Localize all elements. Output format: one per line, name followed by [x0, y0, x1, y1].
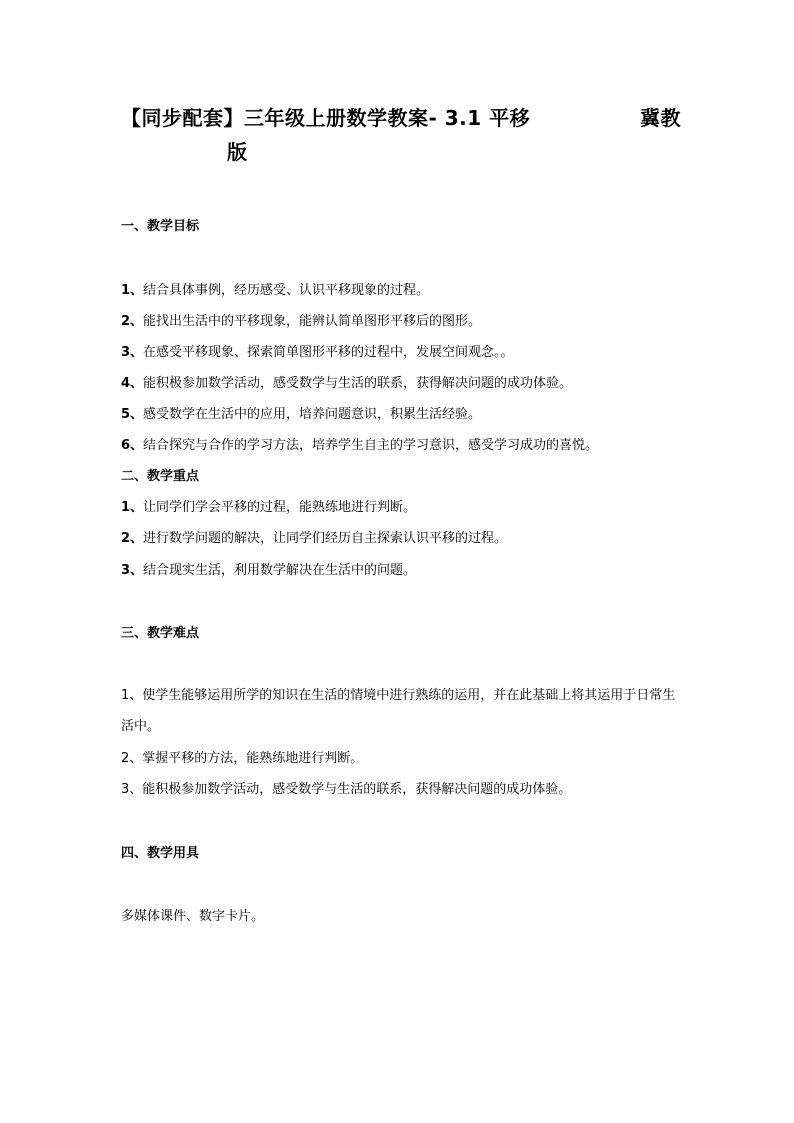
item-number: 1、 — [121, 500, 144, 515]
item-text: 进行数学问题的解决，让同学们经历自主探索认识平移的过程。 — [143, 531, 508, 546]
item-text: 掌握平移的方法，能熟练地进行判断。 — [142, 751, 364, 766]
teaching-tools-text: 多媒体课件、数字卡片。 — [121, 909, 265, 924]
item-text: 结合探究与合作的学习方法，培养学生自主的学习意识，感受学习成功的喜悦。 — [143, 438, 599, 453]
item-text: 让同学们学会平移的过程，能熟练地进行判断。 — [143, 500, 417, 515]
item-text: 使学生能够运用所学的知识在生活的情境中进行熟练的运用，并在此基础上将其运用于日常生活中。 — [121, 688, 676, 734]
list-item — [121, 750, 363, 768]
section-heading-objectives: 一、教学目标 — [121, 219, 200, 234]
title-continuation: 版 — [227, 140, 248, 164]
item-text: 感受数学在生活中的应用，培养问题意识，积累生活经验。 — [143, 407, 482, 422]
list-item — [121, 499, 416, 517]
item-number: 1、 — [121, 283, 144, 298]
list-item — [121, 680, 677, 742]
section-heading-key-points: 二、教学重点 — [121, 469, 200, 484]
item-number: 5、 — [121, 407, 144, 422]
list-item — [121, 530, 507, 548]
list-item — [121, 313, 481, 331]
section-heading-difficulties: 三、教学难点 — [121, 626, 200, 641]
item-number: 3、 — [121, 782, 143, 797]
item-number: 2、 — [121, 751, 143, 766]
item-number: 6、 — [121, 438, 144, 453]
item-number: 3、 — [121, 345, 144, 360]
list-item — [121, 781, 571, 799]
item-text: 结合具体事例，经历感受、认识平移现象的过程。 — [143, 283, 430, 298]
list-item — [121, 562, 416, 580]
item-text: 能积极参加数学活动，感受数学与生活的联系，获得解决问题的成功体验。 — [142, 782, 572, 797]
section-heading-teaching-tools: 四、教学用具 — [121, 846, 200, 861]
list-item — [121, 344, 514, 362]
item-number: 1、 — [121, 688, 143, 703]
item-text: 结合现实生活，利用数学解决在生活中的问题。 — [143, 563, 417, 578]
item-number: 4、 — [121, 376, 144, 391]
document-title — [121, 101, 681, 169]
item-number: 2、 — [121, 531, 144, 546]
list-item — [121, 406, 481, 424]
list-item — [121, 437, 598, 455]
list-item — [121, 375, 572, 393]
item-number: 3、 — [121, 563, 144, 578]
item-text: 在感受平移现象、探索简单图形平移的过程中，发展空间观念。。 — [143, 345, 514, 360]
item-number: 2、 — [121, 314, 144, 329]
title-publisher: 冀教 — [640, 106, 681, 130]
title-main: 【同步配套】三年级上册数学教案- 3.1 平移 — [121, 106, 531, 130]
item-text: 能找出生活中的平移现象，能辨认简单图形平移后的图形。 — [143, 314, 482, 329]
item-text: 能积极参加数学活动，感受数学与生活的联系，获得解决问题的成功体验。 — [143, 376, 573, 391]
list-item — [121, 282, 429, 300]
